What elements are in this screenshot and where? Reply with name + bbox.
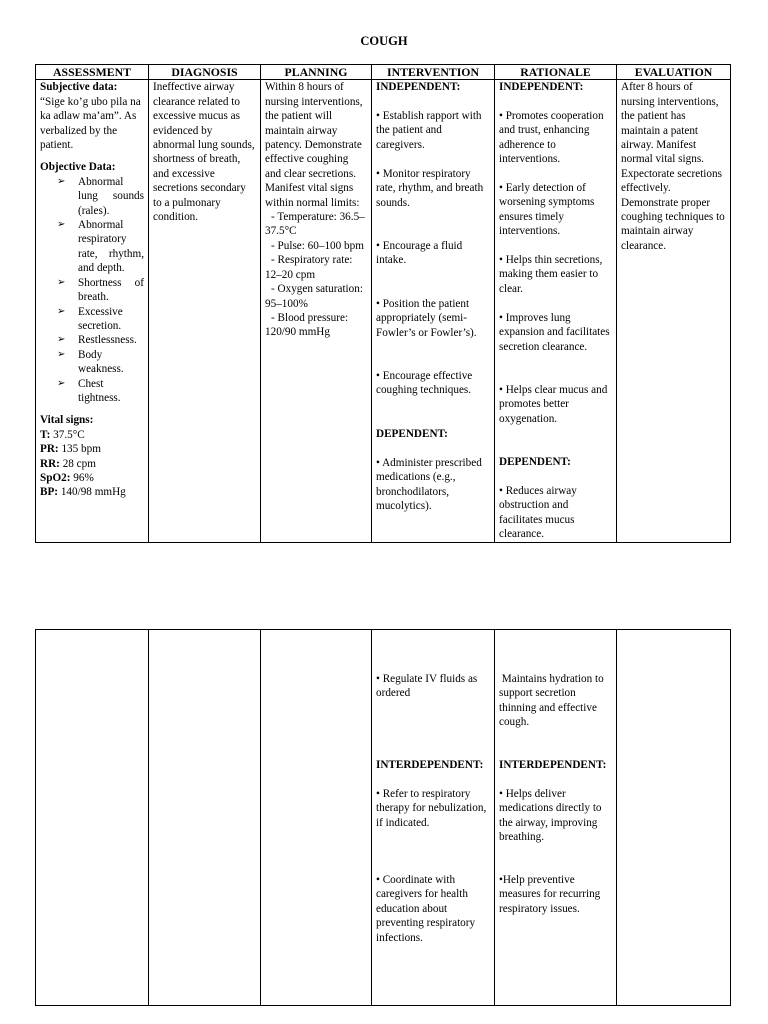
vital-blood-pressure: BP: 140/98 mmHg bbox=[40, 486, 126, 499]
header-rationale: RATIONALE bbox=[495, 65, 617, 80]
rationale-item: • Promotes cooperation and trust, enhancing adherence to interventions. bbox=[499, 109, 604, 166]
rationale-item: Maintains hydration to support secretion thinning and effective cough. bbox=[499, 673, 607, 729]
assessment-cell-empty bbox=[36, 630, 149, 1006]
intervention-interdependent-label: INTERDEPENDENT: bbox=[376, 759, 484, 771]
intervention-item: • Establish rapport with the patient and caregivers. bbox=[376, 109, 482, 151]
vital-signs-label: Vital signs: bbox=[40, 414, 94, 427]
objective-item: ➢ Chest tightness. bbox=[40, 377, 144, 406]
objective-label: Objective Data: bbox=[40, 161, 116, 174]
vital-pulse: PR: 135 bpm bbox=[40, 443, 101, 456]
planning-item: - Oxygen saturation: 95–100% bbox=[265, 283, 363, 310]
content-row bbox=[36, 80, 731, 543]
intervention-dependent-label: DEPENDENT: bbox=[376, 427, 448, 440]
header-diagnosis: DIAGNOSIS bbox=[149, 65, 261, 80]
planning-item: - Temperature: 36.5–37.5°C bbox=[265, 211, 365, 238]
rationale-item: • Reduces airway obstruction and facilitates mucus clearance. bbox=[499, 484, 577, 541]
objective-item: ➢ Abnormal lung sounds (rales). bbox=[40, 175, 144, 218]
diagnosis-cell bbox=[149, 80, 261, 543]
evaluation-text: After 8 hours of nursing interventions, the patient has maintain a patent airway. Manifest normal vital signs. Expectorate secretions effectively. Demonstrate proper coughing techniques to maintain airway clearance. bbox=[621, 81, 725, 252]
header-intervention: INTERVENTION bbox=[372, 65, 495, 80]
objective-item: ➢ Shortness of breath. bbox=[40, 276, 144, 305]
rationale-item: • Helps deliver medications directly to the airway, improving breathing. bbox=[499, 788, 602, 844]
diagnosis-cell-empty bbox=[149, 630, 261, 1006]
intervention-independent-label: INDEPENDENT: bbox=[376, 81, 461, 94]
rationale-cell bbox=[495, 80, 617, 543]
header-planning: PLANNING bbox=[261, 65, 372, 80]
intervention-item: • Refer to respiratory therapy for nebulization, if indicated. bbox=[376, 788, 487, 829]
subjective-text: “Sige ko’g ubo pila na ka adlaw ma’am”. As verbalized by the patient. bbox=[40, 95, 141, 152]
objective-list bbox=[40, 175, 144, 406]
diagnosis-text: Ineffective airway clearance related to excessive mucus as evidenced by abnormal lung sounds, shortness of breath, and excessive secretions secondary to a pulmonary condition. bbox=[153, 81, 255, 224]
rationale-interdependent-label: INTERDEPENDENT: bbox=[499, 759, 607, 771]
vital-respiratory-rate: RR: 28 cpm bbox=[40, 457, 96, 470]
rationale-cell-continued bbox=[495, 630, 617, 1006]
planning-item: - Respiratory rate: 12–20 cpm bbox=[265, 254, 353, 281]
intervention-item: • Position the patient appropriately (semi-Fowler’s or Fowler’s). bbox=[376, 297, 477, 339]
rationale-independent-label: INDEPENDENT: bbox=[499, 81, 584, 94]
care-plan-table-continued bbox=[35, 629, 731, 1006]
intervention-item: • Monitor respiratory rate, rhythm, and breath sounds. bbox=[376, 167, 484, 209]
planning-item: - Blood pressure: 120/90 mmHg bbox=[265, 311, 349, 339]
intervention-item: • Encourage effective coughing techniques. bbox=[376, 369, 473, 397]
care-plan-table bbox=[35, 64, 731, 543]
evaluation-cell bbox=[617, 80, 731, 543]
vital-spo2: SpO2: 96% bbox=[40, 471, 94, 484]
intervention-cell-continued bbox=[372, 630, 495, 1006]
intervention-item: • Administer prescribed medications (e.g., bronchodilators, mucolytics). bbox=[376, 456, 482, 513]
objective-item: ➢ Abnormal respiratory rate, rhythm, and depth. bbox=[40, 218, 144, 276]
subjective-label: Subjective data: bbox=[40, 81, 118, 94]
planning-cell bbox=[261, 80, 372, 543]
vital-temperature: T: 37.5°C bbox=[40, 428, 85, 441]
header-assessment: ASSESSMENT bbox=[36, 65, 149, 80]
objective-item: ➢ Body weakness. bbox=[40, 348, 144, 377]
document-title: COUGH bbox=[360, 34, 408, 48]
planning-text: Within 8 hours of nursing interventions, the patient will maintain airway patency. Demonstrate effective coughing and clear secretions. Manifest vital signs within normal limits: bbox=[265, 81, 363, 209]
rationale-item: • Improves lung expansion and facilitates secretion clearance. bbox=[499, 311, 610, 353]
intervention-item: • Coordinate with caregivers for health education about preventing respiratory infections. bbox=[376, 874, 476, 944]
content-row bbox=[36, 630, 731, 1006]
evaluation-cell-empty bbox=[617, 630, 731, 1006]
intervention-cell bbox=[372, 80, 495, 543]
rationale-item: •Help preventive measures for recurring respiratory issues. bbox=[499, 874, 601, 915]
assessment-cell bbox=[36, 80, 149, 543]
rationale-item: • Early detection of worsening symptoms ensures timely interventions. bbox=[499, 181, 595, 238]
planning-item: - Pulse: 60–100 bpm bbox=[271, 239, 364, 252]
intervention-item: • Encourage a fluid intake. bbox=[376, 239, 463, 267]
header-row bbox=[36, 65, 731, 80]
rationale-item: • Helps thin secretions, making them easier to clear. bbox=[499, 253, 603, 295]
objective-item: ➢ Restlessness. bbox=[40, 333, 144, 347]
intervention-item: • Regulate IV fluids as ordered bbox=[376, 673, 478, 700]
planning-cell-empty bbox=[261, 630, 372, 1006]
objective-item: ➢ Excessive secretion. bbox=[40, 305, 144, 334]
header-evaluation: EVALUATION bbox=[617, 65, 731, 80]
rationale-dependent-label: DEPENDENT: bbox=[499, 455, 571, 468]
rationale-item: • Helps clear mucus and promotes better oxygenation. bbox=[499, 383, 608, 425]
